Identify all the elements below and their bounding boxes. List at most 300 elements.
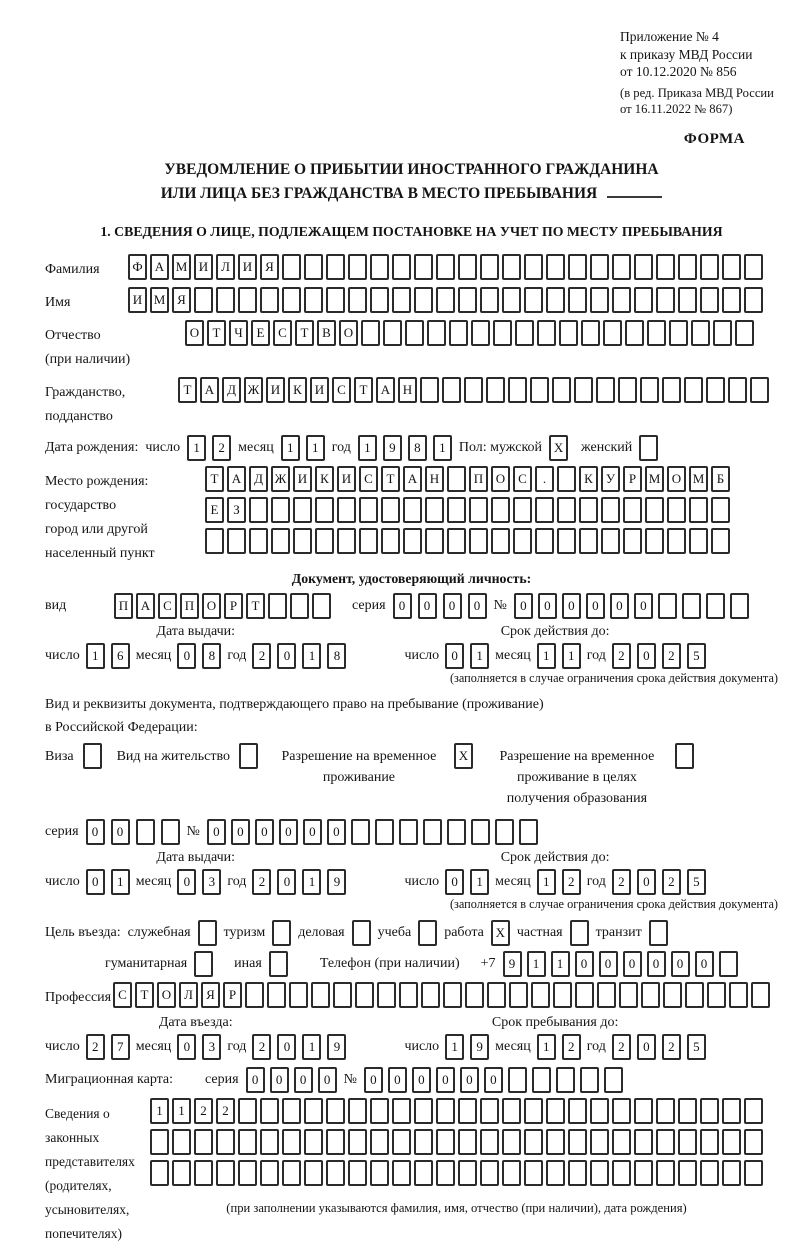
char-cell[interactable]: 2 <box>252 1034 271 1060</box>
char-cell[interactable] <box>216 287 235 313</box>
char-cell[interactable] <box>669 320 688 346</box>
char-cell[interactable] <box>425 528 444 554</box>
char-cell[interactable]: Т <box>354 377 373 403</box>
char-cell[interactable] <box>689 528 708 554</box>
char-cell[interactable] <box>227 528 246 554</box>
char-cell[interactable] <box>667 497 686 523</box>
char-cell[interactable] <box>480 254 499 280</box>
char-cell[interactable] <box>260 1129 279 1155</box>
char-cell[interactable] <box>535 528 554 554</box>
char-cell[interactable]: 0 <box>575 951 594 977</box>
char-cell[interactable]: А <box>403 466 422 492</box>
char-cell[interactable]: М <box>645 466 664 492</box>
char-cell[interactable] <box>678 254 697 280</box>
char-cell[interactable] <box>311 982 330 1008</box>
char-cell[interactable] <box>553 982 572 1008</box>
char-cell[interactable] <box>700 1129 719 1155</box>
char-cell[interactable]: О <box>667 466 686 492</box>
char-cell[interactable]: К <box>288 377 307 403</box>
char-cell[interactable] <box>524 254 543 280</box>
char-cell[interactable]: Е <box>251 320 270 346</box>
char-cell[interactable] <box>735 320 754 346</box>
char-cell[interactable] <box>590 1160 609 1186</box>
char-cell[interactable] <box>447 466 466 492</box>
char-cell[interactable] <box>414 254 433 280</box>
char-cell[interactable]: 0 <box>445 869 464 895</box>
char-cell[interactable]: Я <box>172 287 191 313</box>
char-cell[interactable]: 0 <box>562 593 581 619</box>
char-cell[interactable] <box>381 497 400 523</box>
char-cell[interactable] <box>691 320 710 346</box>
char-cell[interactable]: 0 <box>177 643 196 669</box>
char-cell[interactable]: 1 <box>172 1098 191 1124</box>
char-cell[interactable] <box>421 982 440 1008</box>
char-cell[interactable]: 0 <box>86 819 105 845</box>
char-cell[interactable] <box>502 1129 521 1155</box>
char-cell[interactable] <box>524 287 543 313</box>
char-cell[interactable] <box>370 1098 389 1124</box>
char-cell[interactable]: 1 <box>302 1034 321 1060</box>
char-cell[interactable]: 0 <box>484 1067 503 1093</box>
char-cell[interactable]: Т <box>178 377 197 403</box>
char-cell[interactable] <box>574 377 593 403</box>
char-cell[interactable] <box>260 1160 279 1186</box>
char-cell[interactable] <box>568 1098 587 1124</box>
char-cell[interactable] <box>260 287 279 313</box>
char-cell[interactable] <box>601 528 620 554</box>
char-cell[interactable] <box>337 497 356 523</box>
char-cell[interactable] <box>491 528 510 554</box>
char-cell[interactable] <box>480 1098 499 1124</box>
char-cell[interactable]: И <box>266 377 285 403</box>
char-cell[interactable]: С <box>359 466 378 492</box>
char-cell[interactable] <box>519 819 538 845</box>
char-cell[interactable] <box>579 497 598 523</box>
char-cell[interactable] <box>524 1098 543 1124</box>
char-cell[interactable]: 3 <box>202 1034 221 1060</box>
char-cell[interactable]: 1 <box>537 643 556 669</box>
char-cell[interactable]: Т <box>207 320 226 346</box>
char-cell[interactable]: Р <box>224 593 243 619</box>
char-cell[interactable] <box>618 377 637 403</box>
char-cell[interactable]: 0 <box>610 593 629 619</box>
char-cell[interactable] <box>524 1129 543 1155</box>
char-cell[interactable] <box>634 287 653 313</box>
char-cell[interactable] <box>282 1098 301 1124</box>
char-cell[interactable] <box>502 1160 521 1186</box>
char-cell[interactable]: Т <box>135 982 154 1008</box>
char-cell[interactable]: С <box>332 377 351 403</box>
char-cell[interactable] <box>361 320 380 346</box>
char-cell[interactable] <box>399 819 418 845</box>
char-cell[interactable]: 2 <box>662 1034 681 1060</box>
char-cell[interactable]: 8 <box>408 435 427 461</box>
char-cell[interactable] <box>623 497 642 523</box>
char-cell[interactable]: А <box>227 466 246 492</box>
char-cell[interactable] <box>487 982 506 1008</box>
char-cell[interactable] <box>706 377 725 403</box>
char-cell[interactable]: 1 <box>470 869 489 895</box>
char-cell[interactable]: Я <box>260 254 279 280</box>
char-cell[interactable] <box>326 1160 345 1186</box>
char-cell[interactable] <box>678 1098 697 1124</box>
char-cell[interactable] <box>238 1129 257 1155</box>
char-cell[interactable] <box>700 287 719 313</box>
char-cell[interactable]: О <box>339 320 358 346</box>
char-cell[interactable]: 2 <box>252 869 271 895</box>
char-cell[interactable]: 0 <box>637 869 656 895</box>
char-cell[interactable]: Т <box>381 466 400 492</box>
char-cell[interactable] <box>601 497 620 523</box>
char-cell[interactable]: П <box>114 593 133 619</box>
char-cell[interactable] <box>590 254 609 280</box>
char-cell[interactable] <box>304 287 323 313</box>
char-cell[interactable] <box>656 1098 675 1124</box>
char-cell[interactable]: 0 <box>277 643 296 669</box>
char-cell[interactable]: 0 <box>637 643 656 669</box>
char-cell[interactable]: Н <box>398 377 417 403</box>
char-cell[interactable]: 1 <box>358 435 377 461</box>
char-cell[interactable]: Л <box>179 982 198 1008</box>
char-cell[interactable] <box>612 254 631 280</box>
char-cell[interactable]: 9 <box>327 869 346 895</box>
char-cell[interactable]: О <box>185 320 204 346</box>
char-cell[interactable] <box>312 593 331 619</box>
char-cell[interactable] <box>729 982 748 1008</box>
char-cell[interactable] <box>597 982 616 1008</box>
char-cell[interactable]: 2 <box>662 869 681 895</box>
checkbox-cell[interactable] <box>570 920 589 946</box>
char-cell[interactable] <box>442 377 461 403</box>
char-cell[interactable] <box>508 1067 527 1093</box>
char-cell[interactable] <box>557 497 576 523</box>
char-cell[interactable] <box>249 528 268 554</box>
char-cell[interactable]: О <box>491 466 510 492</box>
checkbox-cell[interactable]: X <box>491 920 510 946</box>
char-cell[interactable] <box>449 320 468 346</box>
char-cell[interactable]: 9 <box>470 1034 489 1060</box>
char-cell[interactable]: 6 <box>111 643 130 669</box>
char-cell[interactable] <box>370 254 389 280</box>
char-cell[interactable] <box>427 320 446 346</box>
char-cell[interactable] <box>689 497 708 523</box>
char-cell[interactable]: 1 <box>306 435 325 461</box>
char-cell[interactable] <box>414 1098 433 1124</box>
char-cell[interactable] <box>194 1129 213 1155</box>
char-cell[interactable] <box>161 819 180 845</box>
char-cell[interactable] <box>458 1098 477 1124</box>
char-cell[interactable] <box>590 287 609 313</box>
char-cell[interactable] <box>370 1129 389 1155</box>
char-cell[interactable]: И <box>337 466 356 492</box>
char-cell[interactable]: 0 <box>255 819 274 845</box>
char-cell[interactable] <box>491 497 510 523</box>
char-cell[interactable]: 0 <box>177 869 196 895</box>
char-cell[interactable]: 0 <box>671 951 690 977</box>
char-cell[interactable]: 1 <box>562 643 581 669</box>
char-cell[interactable] <box>590 1098 609 1124</box>
char-cell[interactable] <box>348 254 367 280</box>
char-cell[interactable] <box>249 497 268 523</box>
char-cell[interactable] <box>333 982 352 1008</box>
char-cell[interactable] <box>337 528 356 554</box>
char-cell[interactable] <box>351 819 370 845</box>
char-cell[interactable] <box>136 819 155 845</box>
char-cell[interactable]: С <box>113 982 132 1008</box>
char-cell[interactable] <box>150 1160 169 1186</box>
char-cell[interactable]: К <box>315 466 334 492</box>
char-cell[interactable] <box>436 1098 455 1124</box>
char-cell[interactable] <box>436 254 455 280</box>
char-cell[interactable] <box>685 982 704 1008</box>
char-cell[interactable] <box>414 1129 433 1155</box>
char-cell[interactable] <box>383 320 402 346</box>
char-cell[interactable] <box>604 1067 623 1093</box>
char-cell[interactable]: Е <box>205 497 224 523</box>
char-cell[interactable] <box>216 1160 235 1186</box>
char-cell[interactable]: И <box>293 466 312 492</box>
char-cell[interactable]: 0 <box>538 593 557 619</box>
char-cell[interactable]: А <box>200 377 219 403</box>
char-cell[interactable] <box>546 1129 565 1155</box>
char-cell[interactable] <box>370 287 389 313</box>
char-cell[interactable] <box>282 287 301 313</box>
char-cell[interactable]: П <box>180 593 199 619</box>
char-cell[interactable] <box>502 1098 521 1124</box>
char-cell[interactable] <box>700 1098 719 1124</box>
char-cell[interactable] <box>289 982 308 1008</box>
checkbox-cell[interactable]: X <box>454 743 473 769</box>
char-cell[interactable]: 1 <box>470 643 489 669</box>
char-cell[interactable]: З <box>227 497 246 523</box>
char-cell[interactable]: Ж <box>244 377 263 403</box>
char-cell[interactable]: 2 <box>216 1098 235 1124</box>
checkbox-cell[interactable] <box>675 743 694 769</box>
char-cell[interactable] <box>304 1129 323 1155</box>
char-cell[interactable] <box>700 254 719 280</box>
char-cell[interactable] <box>194 1160 213 1186</box>
char-cell[interactable] <box>656 1160 675 1186</box>
char-cell[interactable] <box>711 528 730 554</box>
char-cell[interactable]: 1 <box>111 869 130 895</box>
char-cell[interactable]: М <box>150 287 169 313</box>
char-cell[interactable] <box>513 528 532 554</box>
char-cell[interactable] <box>304 1160 323 1186</box>
char-cell[interactable] <box>532 1067 551 1093</box>
char-cell[interactable]: Д <box>249 466 268 492</box>
char-cell[interactable] <box>464 377 483 403</box>
char-cell[interactable]: О <box>157 982 176 1008</box>
char-cell[interactable] <box>552 377 571 403</box>
char-cell[interactable] <box>530 377 549 403</box>
char-cell[interactable]: А <box>136 593 155 619</box>
char-cell[interactable] <box>641 982 660 1008</box>
char-cell[interactable] <box>348 287 367 313</box>
char-cell[interactable] <box>172 1160 191 1186</box>
char-cell[interactable]: 0 <box>207 819 226 845</box>
char-cell[interactable]: 1 <box>150 1098 169 1124</box>
char-cell[interactable]: С <box>513 466 532 492</box>
char-cell[interactable]: Л <box>216 254 235 280</box>
char-cell[interactable]: 3 <box>202 869 221 895</box>
char-cell[interactable]: 0 <box>364 1067 383 1093</box>
char-cell[interactable] <box>480 287 499 313</box>
checkbox-cell[interactable] <box>649 920 668 946</box>
char-cell[interactable]: У <box>601 466 620 492</box>
char-cell[interactable] <box>722 1160 741 1186</box>
char-cell[interactable] <box>509 982 528 1008</box>
char-cell[interactable] <box>634 1160 653 1186</box>
char-cell[interactable] <box>458 1129 477 1155</box>
char-cell[interactable]: С <box>273 320 292 346</box>
char-cell[interactable] <box>493 320 512 346</box>
char-cell[interactable]: М <box>172 254 191 280</box>
char-cell[interactable] <box>267 982 286 1008</box>
char-cell[interactable] <box>603 320 622 346</box>
char-cell[interactable] <box>359 528 378 554</box>
char-cell[interactable]: Б <box>711 466 730 492</box>
char-cell[interactable]: 2 <box>662 643 681 669</box>
char-cell[interactable] <box>282 1160 301 1186</box>
char-cell[interactable] <box>535 497 554 523</box>
char-cell[interactable]: Д <box>222 377 241 403</box>
char-cell[interactable]: 0 <box>634 593 653 619</box>
char-cell[interactable] <box>458 1160 477 1186</box>
char-cell[interactable] <box>377 982 396 1008</box>
char-cell[interactable] <box>722 254 741 280</box>
char-cell[interactable] <box>744 1129 763 1155</box>
char-cell[interactable]: 1 <box>302 643 321 669</box>
char-cell[interactable]: И <box>238 254 257 280</box>
char-cell[interactable] <box>326 1129 345 1155</box>
char-cell[interactable] <box>682 593 701 619</box>
char-cell[interactable] <box>290 593 309 619</box>
char-cell[interactable]: К <box>579 466 598 492</box>
char-cell[interactable] <box>640 377 659 403</box>
char-cell[interactable] <box>423 819 442 845</box>
char-cell[interactable]: 2 <box>86 1034 105 1060</box>
char-cell[interactable]: 5 <box>687 869 706 895</box>
char-cell[interactable] <box>326 1098 345 1124</box>
char-cell[interactable]: 0 <box>231 819 250 845</box>
char-cell[interactable]: 0 <box>695 951 714 977</box>
char-cell[interactable]: 0 <box>623 951 642 977</box>
char-cell[interactable] <box>399 982 418 1008</box>
char-cell[interactable] <box>268 593 287 619</box>
char-cell[interactable] <box>612 1160 631 1186</box>
char-cell[interactable] <box>465 982 484 1008</box>
char-cell[interactable] <box>271 528 290 554</box>
char-cell[interactable] <box>590 1129 609 1155</box>
char-cell[interactable] <box>282 254 301 280</box>
char-cell[interactable]: 5 <box>687 1034 706 1060</box>
char-cell[interactable] <box>751 982 770 1008</box>
char-cell[interactable] <box>568 1160 587 1186</box>
char-cell[interactable] <box>282 1129 301 1155</box>
char-cell[interactable] <box>502 254 521 280</box>
char-cell[interactable] <box>559 320 578 346</box>
char-cell[interactable] <box>315 497 334 523</box>
char-cell[interactable]: 0 <box>637 1034 656 1060</box>
checkbox-cell[interactable]: X <box>549 435 568 461</box>
char-cell[interactable] <box>580 1067 599 1093</box>
char-cell[interactable] <box>750 377 769 403</box>
char-cell[interactable]: М <box>689 466 708 492</box>
char-cell[interactable] <box>667 528 686 554</box>
char-cell[interactable]: 0 <box>468 593 487 619</box>
char-cell[interactable] <box>744 1098 763 1124</box>
char-cell[interactable]: 0 <box>514 593 533 619</box>
char-cell[interactable] <box>744 287 763 313</box>
char-cell[interactable]: 0 <box>270 1067 289 1093</box>
char-cell[interactable] <box>647 320 666 346</box>
char-cell[interactable] <box>392 1098 411 1124</box>
char-cell[interactable] <box>216 1129 235 1155</box>
char-cell[interactable] <box>706 593 725 619</box>
char-cell[interactable] <box>513 497 532 523</box>
char-cell[interactable] <box>405 320 424 346</box>
char-cell[interactable]: 9 <box>327 1034 346 1060</box>
char-cell[interactable]: Н <box>425 466 444 492</box>
char-cell[interactable] <box>436 1129 455 1155</box>
char-cell[interactable] <box>414 287 433 313</box>
char-cell[interactable]: 0 <box>393 593 412 619</box>
checkbox-cell[interactable] <box>194 951 213 977</box>
char-cell[interactable] <box>728 377 747 403</box>
char-cell[interactable]: 2 <box>252 643 271 669</box>
char-cell[interactable]: 2 <box>194 1098 213 1124</box>
char-cell[interactable] <box>447 819 466 845</box>
char-cell[interactable]: 0 <box>327 819 346 845</box>
char-cell[interactable]: 2 <box>212 435 231 461</box>
char-cell[interactable] <box>568 1129 587 1155</box>
char-cell[interactable]: 1 <box>187 435 206 461</box>
char-cell[interactable] <box>515 320 534 346</box>
char-cell[interactable] <box>645 528 664 554</box>
char-cell[interactable] <box>172 1129 191 1155</box>
char-cell[interactable]: А <box>150 254 169 280</box>
char-cell[interactable] <box>326 254 345 280</box>
char-cell[interactable]: И <box>310 377 329 403</box>
checkbox-cell[interactable] <box>198 920 217 946</box>
char-cell[interactable] <box>458 254 477 280</box>
char-cell[interactable] <box>403 497 422 523</box>
char-cell[interactable] <box>684 377 703 403</box>
char-cell[interactable] <box>150 1129 169 1155</box>
char-cell[interactable]: 1 <box>86 643 105 669</box>
char-cell[interactable]: 7 <box>111 1034 130 1060</box>
char-cell[interactable] <box>623 528 642 554</box>
checkbox-cell[interactable] <box>418 920 437 946</box>
char-cell[interactable]: Ч <box>229 320 248 346</box>
checkbox-cell[interactable] <box>272 920 291 946</box>
checkbox-cell[interactable] <box>639 435 658 461</box>
char-cell[interactable] <box>579 528 598 554</box>
char-cell[interactable]: О <box>202 593 221 619</box>
char-cell[interactable]: 0 <box>388 1067 407 1093</box>
char-cell[interactable]: 2 <box>612 869 631 895</box>
char-cell[interactable] <box>546 1160 565 1186</box>
char-cell[interactable] <box>370 1160 389 1186</box>
char-cell[interactable] <box>524 1160 543 1186</box>
char-cell[interactable] <box>713 320 732 346</box>
char-cell[interactable] <box>359 497 378 523</box>
char-cell[interactable]: 0 <box>177 1034 196 1060</box>
char-cell[interactable] <box>443 982 462 1008</box>
checkbox-cell[interactable] <box>352 920 371 946</box>
char-cell[interactable] <box>678 1129 697 1155</box>
char-cell[interactable] <box>557 466 576 492</box>
